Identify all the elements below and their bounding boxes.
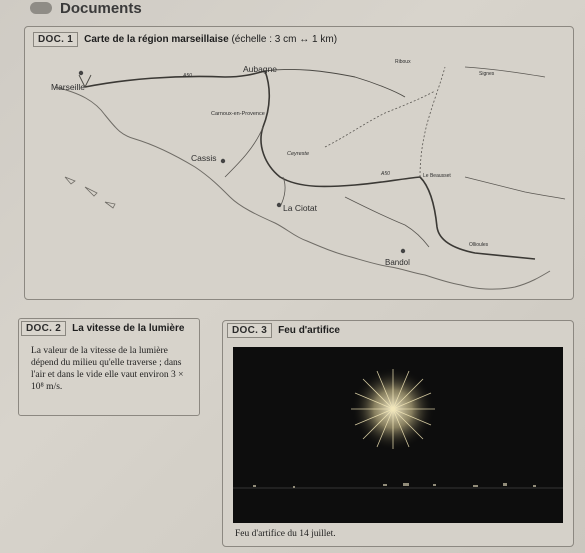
doc3-title: Feu d'artifice (278, 325, 340, 336)
doc2-text: La valeur de la vitesse de la lumière dépend du milieu qu'elle traverse ; dans l'air et dans le vide elle vaut environ 3 × 10⁸ m/s. (31, 346, 184, 392)
marseille-marker (79, 71, 83, 75)
label-riboux: Riboux (395, 59, 411, 65)
label-ceyreste: Ceyreste (287, 151, 310, 157)
doc2-tag: DOC. 2 (21, 321, 66, 336)
bandol-marker (401, 249, 405, 253)
doc2-title: La vitesse de la lumière (72, 323, 185, 334)
section-title: Documents (60, 0, 142, 17)
label-carnoux: Carnoux-en-Provence (211, 111, 265, 117)
doc2-header (21, 321, 184, 336)
label-road-a50-east: A50 (381, 171, 390, 177)
cassis-marker (221, 159, 225, 163)
label-marseille: Marseille (51, 82, 86, 92)
doc3-header (227, 323, 340, 338)
region-map (25, 27, 573, 299)
doc3-tag: DOC. 3 (227, 323, 272, 338)
label-ollioules: Ollioules (469, 242, 489, 248)
label-le-beausset: Le Beausset (423, 173, 451, 179)
label-bandol: Bandol (385, 258, 410, 267)
fireworks-photo (233, 347, 563, 523)
doc1-title: Carte de la région marseillaise (échelle : 3 cm ↔ 1 km) (84, 34, 338, 45)
la-ciotat-marker (277, 203, 281, 207)
label-signes: Signes (479, 71, 495, 77)
doc3-caption: Feu d'artifice du 14 juillet. (235, 529, 336, 539)
doc1-tag: DOC. 1 (33, 32, 78, 47)
doc1-header (33, 32, 337, 47)
label-la-ciotat: La Ciotat (283, 203, 318, 213)
doc1-map-box (24, 26, 574, 300)
fireworks-image (233, 347, 563, 523)
doc3-box (222, 320, 574, 547)
label-aubagne: Aubagne (243, 64, 278, 74)
label-cassis: Cassis (191, 153, 217, 163)
label-road-a50-west: A50 (183, 73, 192, 79)
section-marker (30, 2, 52, 14)
doc2-box (18, 318, 200, 416)
